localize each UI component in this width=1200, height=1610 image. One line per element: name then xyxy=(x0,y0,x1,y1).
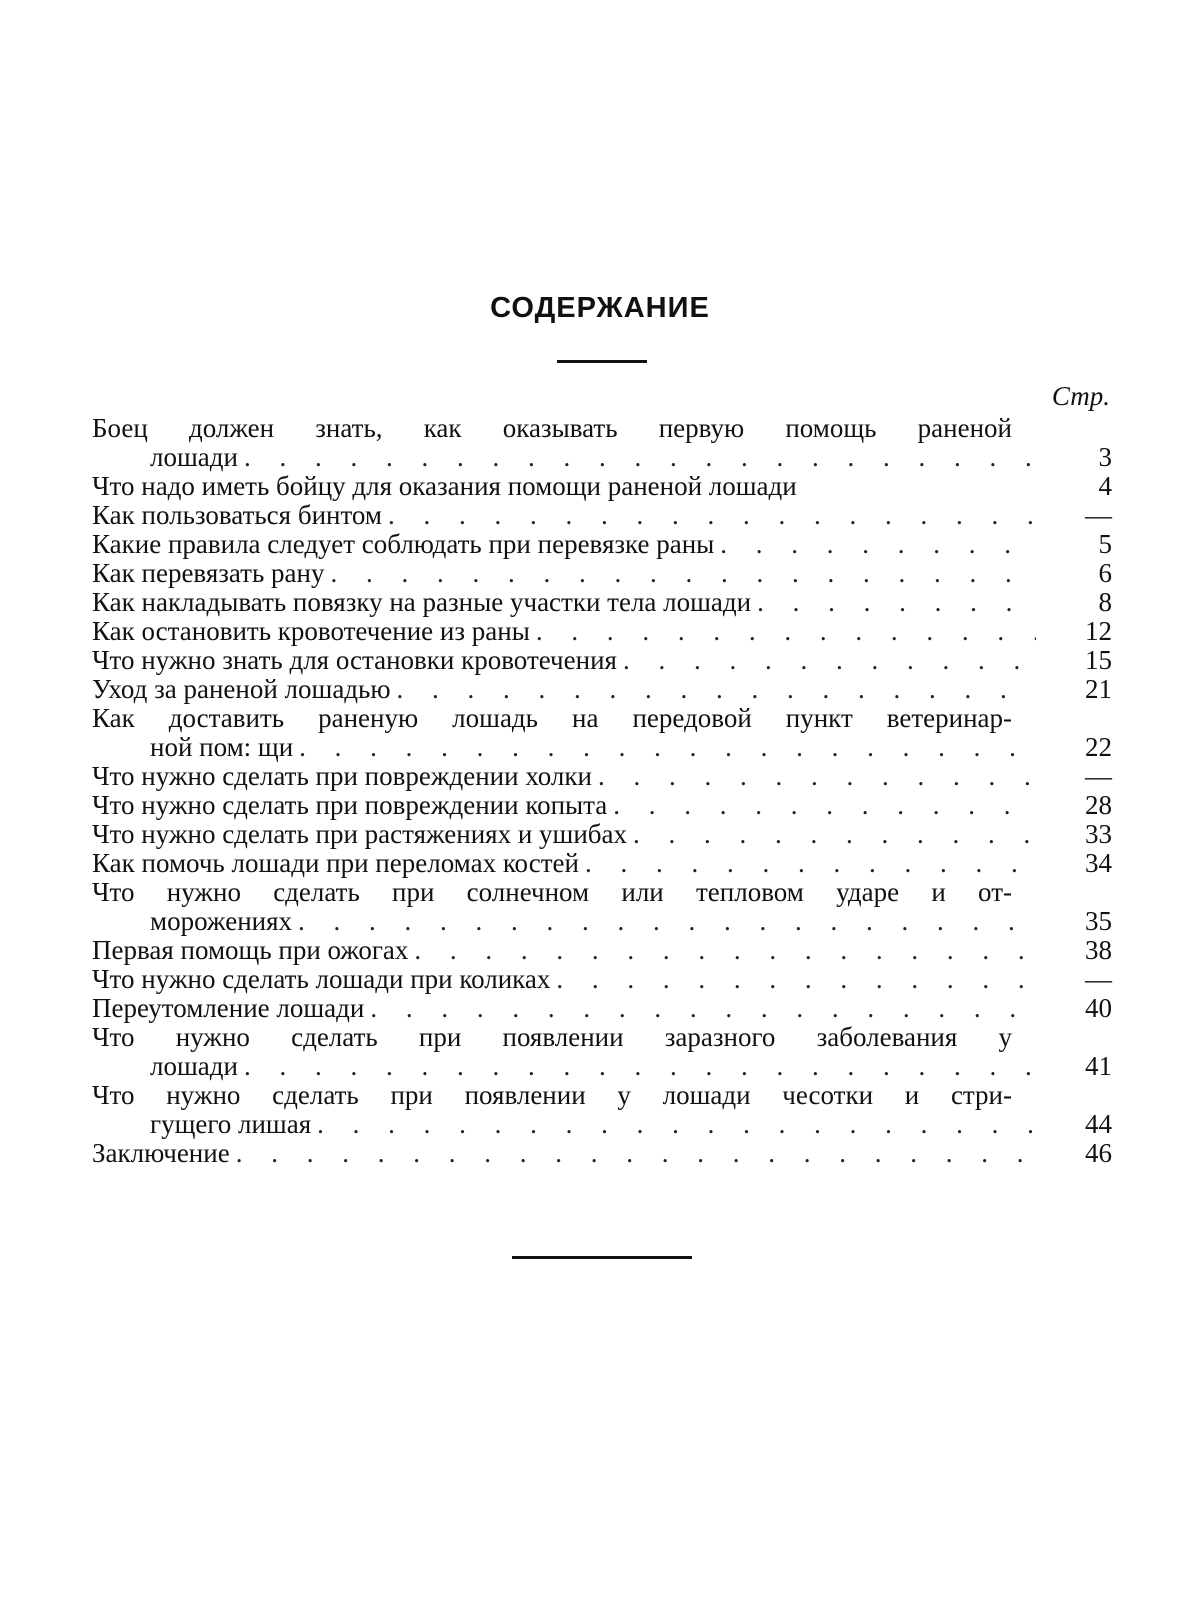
toc-page-number: 44 xyxy=(1085,1109,1112,1139)
toc-entry xyxy=(92,849,1112,878)
toc-page-number: 38 xyxy=(1085,935,1112,965)
toc-entry-title: морожениях xyxy=(150,906,293,936)
page-column-label: Стр. xyxy=(1051,381,1110,411)
end-rule xyxy=(512,1256,692,1259)
toc-entry-title: Первая помощь при ожогах xyxy=(92,935,409,965)
toc-page-number: — xyxy=(1085,964,1112,994)
toc-page-number: — xyxy=(1085,500,1112,530)
dot-leader xyxy=(397,675,1036,704)
toc-entry-title: Боец должен знать, как оказывать первую помощь раненой xyxy=(92,413,1012,443)
toc-entry-title: Что нужно сделать при появлении у лошади чесотки и стри- xyxy=(92,1080,1012,1110)
dot-leader xyxy=(536,617,1036,646)
dot-leader xyxy=(244,1052,1036,1081)
toc-entry xyxy=(92,994,1112,1023)
toc-page-number: 35 xyxy=(1085,906,1112,936)
toc-entry xyxy=(92,965,1112,994)
table-of-contents xyxy=(92,414,1112,1168)
dot-leader xyxy=(298,907,1036,936)
toc-page-number: 28 xyxy=(1085,790,1112,820)
toc-entry-title: лошади xyxy=(150,1051,238,1081)
toc-entry xyxy=(92,704,1112,762)
toc-entry-title: Что нужно сделать при появлении заразного заболевания у xyxy=(92,1022,1012,1052)
toc-entry xyxy=(92,617,1112,646)
dot-leader xyxy=(720,530,1036,559)
toc-page-number: 41 xyxy=(1085,1051,1112,1081)
toc-entry-title: Как пользоваться бинтом xyxy=(92,500,382,530)
toc-entry-title: Как накладывать повязку на разные участки тела лошади xyxy=(92,587,752,617)
dot-leader xyxy=(585,849,1036,878)
toc-page-number: 15 xyxy=(1085,645,1112,675)
toc-entry-title: лошади xyxy=(150,442,238,472)
dot-leader xyxy=(613,791,1036,820)
toc-entry-title: Уход за раненой лошадью xyxy=(92,674,391,704)
toc-entry xyxy=(92,646,1112,675)
toc-page-number: 12 xyxy=(1085,616,1112,646)
toc-entry xyxy=(92,1139,1112,1168)
dot-leader xyxy=(388,501,1036,530)
toc-page-number: — xyxy=(1085,761,1112,791)
dot-leader xyxy=(623,646,1036,675)
toc-entry-title: Что нужно сделать при повреждении копыта xyxy=(92,790,608,820)
toc-page-number: 46 xyxy=(1085,1138,1112,1168)
toc-entry-title: Какие правила следует соблюдать при перевязке раны xyxy=(92,529,715,559)
dot-leader xyxy=(236,1139,1036,1168)
dot-leader xyxy=(757,588,1036,617)
toc-entry xyxy=(92,414,1112,472)
toc-entry-title: Что нужно сделать при повреждении холки xyxy=(92,761,592,791)
dot-leader xyxy=(299,733,1036,762)
toc-entry-title: Что нужно сделать при солнечном или тепловом ударе и от- xyxy=(92,877,1012,907)
toc-entry-title: Что нужно знать для остановки кровотечения xyxy=(92,645,617,675)
toc-entry-title: Что нужно сделать лошади при коликах xyxy=(92,964,551,994)
page-title: СОДЕРЖАНИЕ xyxy=(490,292,710,324)
toc-page-number: 8 xyxy=(1098,587,1112,617)
toc-entry xyxy=(92,675,1112,704)
toc-entry xyxy=(92,530,1112,559)
toc-entry xyxy=(92,501,1112,530)
toc-entry xyxy=(92,820,1112,849)
toc-entry-title: ной пом: щи xyxy=(150,732,294,762)
toc-entry-title: Заключение xyxy=(92,1138,230,1168)
toc-entry-title: Что нужно сделать при растяжениях и ушибах xyxy=(92,819,628,849)
dot-leader xyxy=(414,936,1036,965)
toc-entry xyxy=(92,1081,1112,1139)
toc-page-number: 22 xyxy=(1085,732,1112,762)
toc-page-number: 34 xyxy=(1085,848,1112,878)
toc-entry xyxy=(92,762,1112,791)
toc-entry-title: Переутомление лошади xyxy=(92,993,365,1023)
title-rule xyxy=(557,360,647,363)
toc-page-number: 40 xyxy=(1085,993,1112,1023)
dot-leader xyxy=(370,994,1036,1023)
toc-entry xyxy=(92,1023,1112,1081)
dot-leader xyxy=(633,820,1036,849)
toc-page-number: 6 xyxy=(1098,558,1112,588)
toc-entry-title: Как помочь лошади при переломах костей xyxy=(92,848,579,878)
toc-entry xyxy=(92,878,1112,936)
toc-page-number: 3 xyxy=(1098,442,1112,472)
dot-leader xyxy=(598,762,1036,791)
toc-page-number: 5 xyxy=(1098,529,1112,559)
toc-entry-title: Как доставить раненую лошадь на передовой пункт ветеринар- xyxy=(92,703,1012,733)
dot-leader xyxy=(317,1110,1036,1139)
toc-entry xyxy=(92,588,1112,617)
toc-entry-title: Что надо иметь бойцу для оказания помощи раненой лошади xyxy=(92,471,797,501)
toc-page-number: 4 xyxy=(1098,471,1112,501)
toc-entry-title: гущего лишая xyxy=(150,1109,312,1139)
toc-entry xyxy=(92,936,1112,965)
dot-leader xyxy=(556,965,1036,994)
dot-leader xyxy=(244,443,1036,472)
toc-entry xyxy=(92,791,1112,820)
toc-entry xyxy=(92,472,1112,501)
toc-entry-title: Как перевязать рану xyxy=(92,558,325,588)
toc-entry-title: Как остановить кровотечение из раны xyxy=(92,616,530,646)
toc-page-number: 21 xyxy=(1085,674,1112,704)
toc-entry xyxy=(92,559,1112,588)
dot-leader xyxy=(330,559,1036,588)
toc-page-number: 33 xyxy=(1085,819,1112,849)
